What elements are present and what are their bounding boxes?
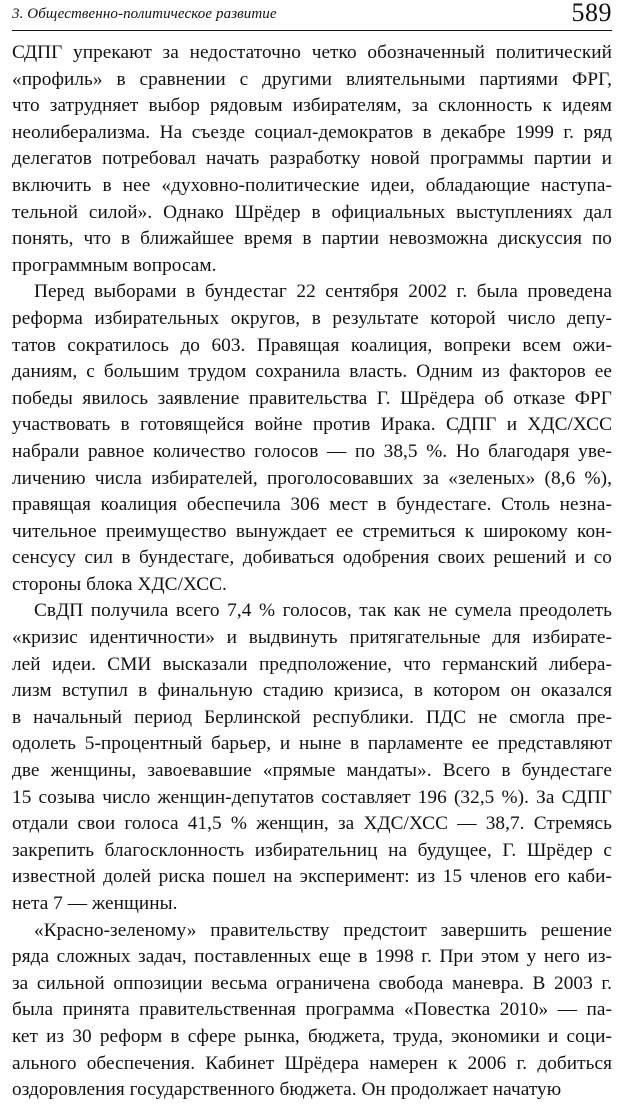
text-line: реформа избирательных округов, в результате которой число депу- [12, 307, 612, 329]
text-line: «кризис идентичности» и выдвинуть притягательные для избирате- [12, 627, 612, 649]
text-line: делегатов потребовал начать разработку новой программы партии и [12, 148, 612, 170]
text-line: ального обеспечения. Кабинет Шрёдера намерен к 2006 г. добиться [12, 1052, 612, 1074]
text-line: оздоровления государственного бюджета. Он продолжает начатую [12, 1079, 562, 1101]
text-line: даниям, с большим трудом сохранила власть. Одним из факторов ее [12, 361, 612, 383]
text-line: одолеть 5-процентный барьер, и ныне в парламенте ее представляют [12, 733, 612, 755]
paragraph [12, 279, 612, 598]
text-line: программным вопросам. [12, 254, 217, 276]
text-line: участвовать в готовящейся войне против Ирака. СДПГ и ХДС/ХСС [12, 414, 612, 436]
text-line: в начальный период Берлинской республики. ПДС не смогла пре- [12, 706, 612, 728]
text-line: чительное преимущество вынуждает ее стремиться к широкому кон- [12, 520, 612, 542]
text-line: неолиберализма. На съезде социал-демократов в декабре 1999 г. ряд [12, 121, 612, 143]
running-head [12, 0, 612, 30]
text-line: две женщины, завоевавшие «прямые мандаты». Всего в бундестаге [12, 760, 612, 782]
text-line: кет из 30 реформ в сфере рынка, бюджета, труда, экономики и соци- [12, 1025, 612, 1047]
text-line: тельной силой». Однако Шрёдер в официальных выступлениях дал [12, 201, 612, 223]
text-line: была принята правительственная программа «Повестка 2010» — па- [12, 999, 612, 1021]
body-text [12, 40, 612, 1104]
text-line: сенсусу сил в бундестаге, добиваться одобрения своих решений и со [12, 547, 612, 569]
text-line: «Красно-зеленому» правительству предстоит завершить решение [34, 919, 612, 941]
text-line: известной долей риска пошел на эксперимент: из 15 членов его каби- [12, 866, 612, 888]
text-line: личению числа избирателей, проголосовавших за «зеленых» (8,6 %), [12, 467, 612, 489]
text-line: победы явилось заявление правительства Г. Шрёдера об отказе ФРГ [12, 387, 612, 409]
text-line: ряда сложных задач, поставленных еще в 1998 г. При этом у него из- [12, 946, 612, 968]
header-rule [12, 30, 612, 31]
section-title: 3. Общественно-политическое развитие [12, 6, 277, 22]
text-line: правящая коалиция обеспечила 306 мест в бундестаге. Столь незна- [12, 494, 612, 516]
text-line: СвДП получила всего 7,4 % голосов, так как не сумела преодолеть [34, 600, 612, 622]
paragraph [12, 40, 612, 279]
text-line: за сильной оппозиции весьма ограничена свобода маневра. В 2003 г. [12, 972, 612, 994]
text-line: СДПГ упрекают за недостаточно четко обозначенный политический [12, 42, 612, 63]
text-line: «профиль» в сравнении с другими влиятельными партиями ФРГ, [12, 68, 612, 90]
text-line: закрепить благосклонность избирательниц на будущее, Г. Шрёдер с [12, 839, 612, 861]
paragraph [12, 918, 612, 1104]
paragraph [12, 598, 612, 917]
text-line: стороны блока ХДС/ХСС. [12, 573, 227, 595]
text-line: что затрудняет выбор рядовым избирателям, за склонность к идеям [12, 95, 612, 117]
text-line: отдали свои голоса 41,5 % женщин, за ХДС/ХСС — 38,7. Стремясь [12, 813, 612, 835]
text-line: нета 7 — женщины. [12, 893, 178, 914]
text-line: лизм вступил в финальную стадию кризиса, в котором он оказался [12, 680, 612, 702]
text-line: Перед выборами в бундестаг 22 сентября 2002 г. была проведена [34, 281, 612, 303]
text-line: татов сократилось до 603. Правящая коалиция, вопреки всем ожи- [12, 334, 612, 356]
page-number: 589 [571, 0, 612, 27]
text-line: понять, что в ближайшее время в партии невозможна дискуссия по [12, 228, 612, 250]
text-line: набрали равное количество голосов — по 38,5 %. Но благодаря уве- [12, 440, 612, 462]
text-line: 15 созыва число женщин-депутатов составляет 196 (32,5 %). За СДПГ [12, 786, 612, 808]
text-line: включить в нее «духовно-политические идеи, обладающие наступа- [12, 174, 612, 196]
text-line: лей идеи. СМИ высказали предположение, что германский либера- [12, 653, 612, 675]
